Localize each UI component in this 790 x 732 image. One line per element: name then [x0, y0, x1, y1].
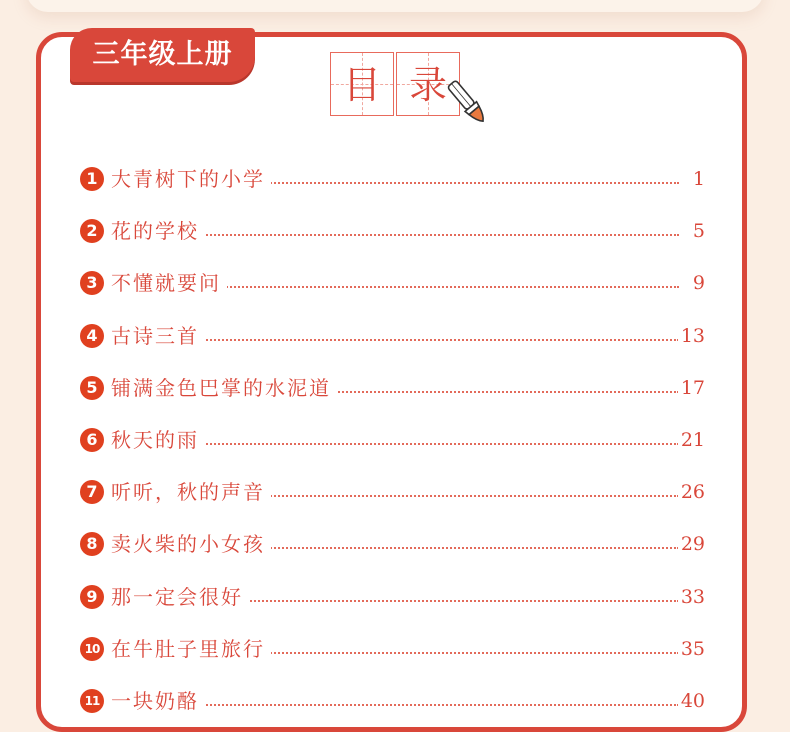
chapter-title: 卖火柴的小女孩	[111, 529, 271, 559]
page-number: 26	[678, 477, 705, 507]
chapter-title: 古诗三首	[111, 321, 205, 351]
chapter-number-badge: 7	[80, 480, 104, 504]
toc-entry[interactable]	[80, 321, 705, 351]
chapter-title: 花的学校	[111, 216, 205, 246]
toc-entry[interactable]	[80, 686, 705, 716]
title-grid-cell	[330, 52, 394, 116]
page-number: 40	[678, 686, 705, 716]
chapter-number-badge: 1	[80, 167, 104, 191]
page-number: 33	[678, 582, 705, 612]
grade-label: 三年级上册	[70, 28, 255, 82]
page-number: 21	[678, 425, 705, 455]
toc-entry[interactable]	[80, 425, 705, 455]
top-banner-edge	[26, 0, 764, 12]
chapter-title: 铺满金色巴掌的水泥道	[111, 373, 337, 403]
chapter-title: 大青树下的小学	[111, 164, 271, 194]
chapter-title: 在牛肚子里旅行	[111, 634, 271, 664]
brush-icon	[438, 72, 500, 126]
chapter-number-badge: 4	[80, 324, 104, 348]
chapter-number-badge: 3	[80, 271, 104, 295]
chapter-number-badge: 10	[80, 637, 104, 661]
chapter-title: 秋天的雨	[111, 425, 205, 455]
chapter-number-badge: 5	[80, 376, 104, 400]
page-number: 13	[678, 321, 705, 351]
page-number: 35	[678, 634, 705, 664]
toc-entry[interactable]	[80, 582, 705, 612]
page-number: 9	[690, 268, 705, 298]
toc-entry[interactable]	[80, 477, 705, 507]
toc-entry[interactable]	[80, 268, 705, 298]
chapter-number-badge: 9	[80, 585, 104, 609]
chapter-number-badge: 11	[80, 689, 104, 713]
chapter-number-badge: 6	[80, 428, 104, 452]
page-number: 17	[678, 373, 705, 403]
chapter-title: 听听，秋的声音	[111, 477, 271, 507]
toc-entry[interactable]	[80, 634, 705, 664]
chapter-title: 那一定会很好	[111, 582, 249, 612]
toc-entry[interactable]	[80, 373, 705, 403]
toc-entry[interactable]	[80, 164, 705, 194]
toc-entry[interactable]	[80, 529, 705, 559]
page-number: 1	[690, 164, 705, 194]
page-number: 5	[690, 216, 705, 246]
chapter-number-badge: 8	[80, 532, 104, 556]
chapter-title: 一块奶酪	[111, 686, 205, 716]
title-char: 目	[342, 63, 381, 107]
page-number: 29	[678, 529, 705, 559]
chapter-number-badge: 2	[80, 219, 104, 243]
chapter-title: 不懂就要问	[111, 268, 227, 298]
title-char: 录	[408, 63, 447, 107]
toc-entry[interactable]	[80, 216, 705, 246]
